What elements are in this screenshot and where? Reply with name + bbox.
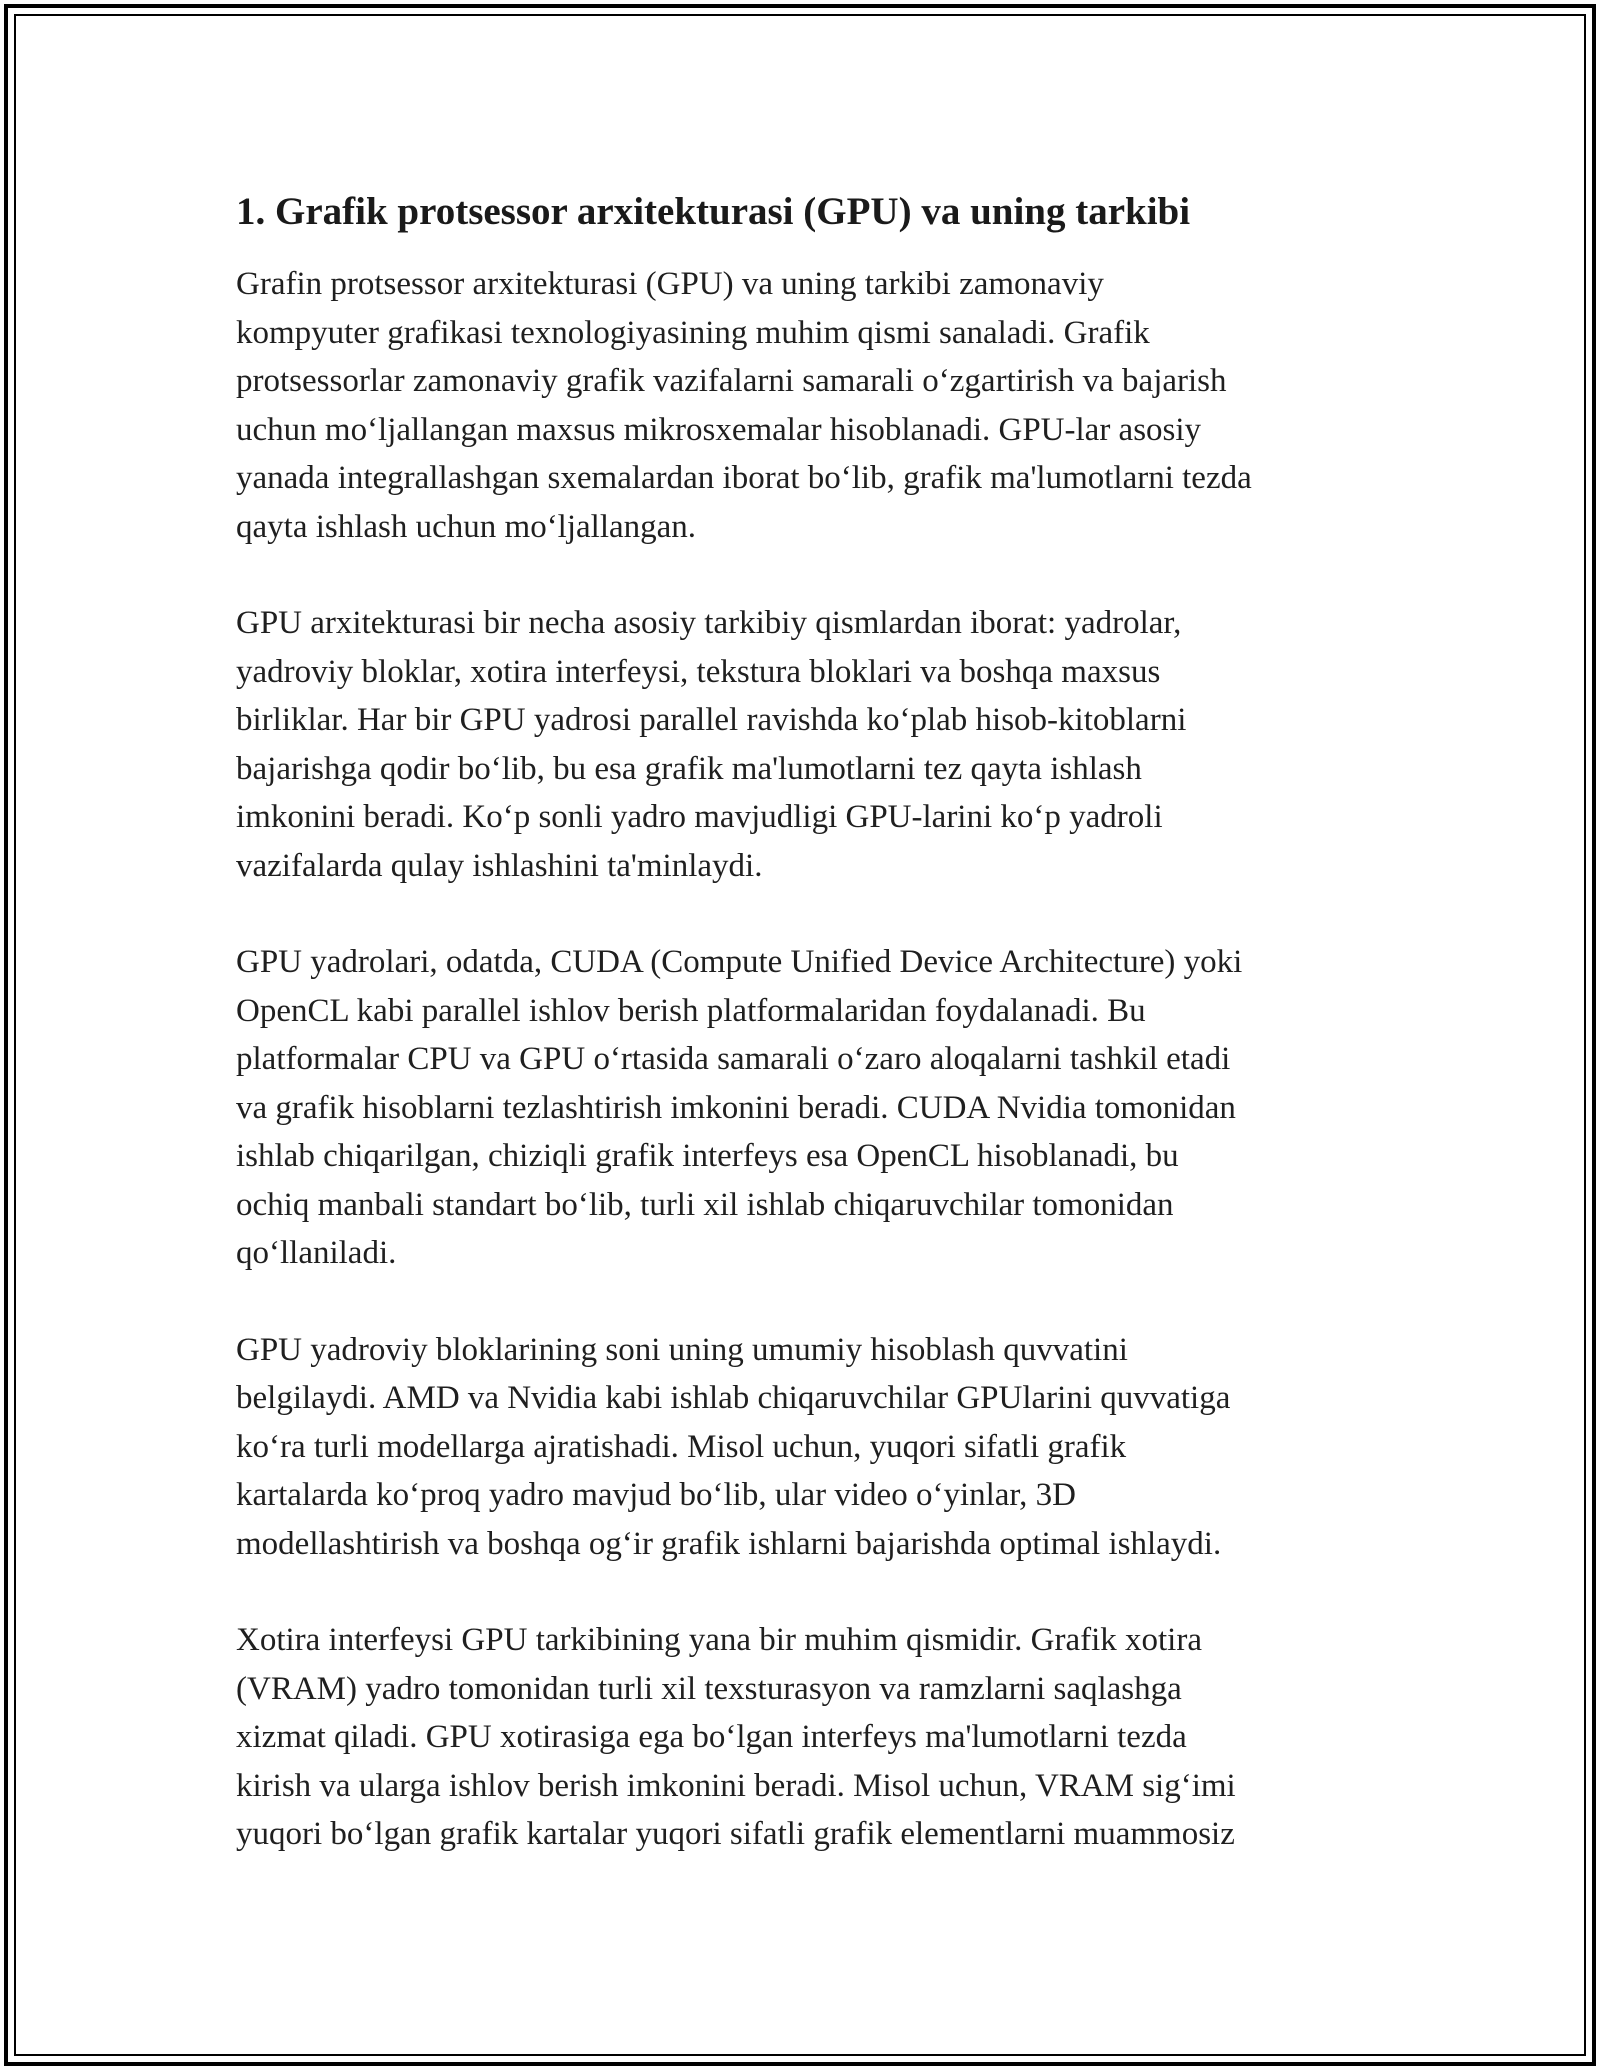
line: birliklar. Har bir GPU yadrosi parallel ravishda koʻplab hisob-kitoblarni [236, 702, 1187, 738]
line: kompyuter grafikasi texnologiyasining muhim qismi sanaladi. Grafik [236, 314, 1150, 351]
section-heading: 1. Grafik protsessor arxitekturasi (GPU) va uning tarkibi [236, 190, 1191, 233]
line: GPU yadroviy bloklarining soni uning umumiy hisoblash quvvatini [236, 1331, 1128, 1368]
line: platformalar CPU va GPU oʻrtasida samarali oʻzaro aloqalarni tashkil etadi [236, 1041, 1231, 1077]
paragraph-2 [236, 599, 1386, 890]
line: qoʻllaniladi. [236, 1235, 397, 1271]
line: kartalarda koʻproq yadro mavjud boʻlib, ular video oʻyinlar, 3D [236, 1477, 1076, 1513]
line: OpenCL kabi parallel ishlov berish platformalaridan foydalanadi. Bu [236, 992, 1146, 1029]
line: bajarishga qodir boʻlib, bu esa grafik ma'lumotlarni tez qayta ishlash [236, 750, 1142, 787]
line: ochiq manbali standart boʻlib, turli xil ishlab chiqaruvchilar tomonidan [236, 1186, 1174, 1223]
paragraph-5 [236, 1616, 1386, 1859]
line: belgilaydi. AMD va Nvidia kabi ishlab chiqaruvchilar GPUlarini quvvatiga [236, 1380, 1231, 1416]
paragraph-3 [236, 938, 1386, 1278]
line: xizmat qiladi. GPU xotirasiga ega boʻlgan interfeys ma'lumotlarni tezda [236, 1719, 1187, 1755]
line: (VRAM) yadro tomonidan turli xil texsturasyon va ramzlarni saqlashga [236, 1670, 1182, 1707]
line: koʻra turli modellarga ajratishadi. Misol uchun, yuqori sifatli grafik [236, 1428, 1127, 1465]
line: yadroviy bloklar, xotira interfeysi, tekstura bloklari va boshqa maxsus [236, 653, 1161, 690]
line: kirish va ularga ishlov berish imkonini beradi. Misol uchun, VRAM sigʻimi [236, 1767, 1236, 1804]
line: protsessorlar zamonaviy grafik vazifalarni samarali oʻzgartirish va bajarish [236, 363, 1227, 399]
line: va grafik hisoblarni tezlashtirish imkonini beradi. CUDA Nvidia tomonidan [236, 1089, 1236, 1126]
line: modellashtirish va boshqa ogʻir grafik ishlarni bajarishda optimal ishlaydi. [236, 1525, 1222, 1562]
line: GPU yadrolari, odatda, CUDA (Compute Unified Device Architecture) yoki [236, 944, 1243, 980]
line: GPU arxitekturasi bir necha asosiy tarkibiy qismlardan iborat: yadrolar, [236, 605, 1182, 641]
document-content [236, 184, 1386, 1907]
line: Grafin protsessor arxitekturasi (GPU) va uning tarkibi zamonaviy [236, 266, 1104, 302]
line: yanada integrallashgan sxemalardan iborat boʻlib, grafik ma'lumotlarni tezda [236, 460, 1252, 496]
line: Xotira interfeysi GPU tarkibining yana bir muhim qismidir. Grafik xotira [236, 1622, 1202, 1658]
paragraph-4 [236, 1326, 1386, 1569]
line: uchun moʻljallangan maxsus mikrosxemalar hisoblanadi. GPU-lar asosiy [236, 411, 1202, 448]
paragraph-1 [236, 260, 1386, 551]
line: qayta ishlash uchun moʻljallangan. [236, 508, 697, 545]
line: imkonini beradi. Koʻp sonli yadro mavjudligi GPU-larini koʻp yadroli [236, 799, 1163, 835]
line: vazifalarda qulay ishlashini ta'minlaydi. [236, 847, 763, 884]
line: ishlab chiqarilgan, chiziqli grafik interfeys esa OpenCL hisoblanadi, bu [236, 1138, 1179, 1174]
line: yuqori boʻlgan grafik kartalar yuqori sifatli grafik elementlarni muammosiz [236, 1816, 1235, 1852]
